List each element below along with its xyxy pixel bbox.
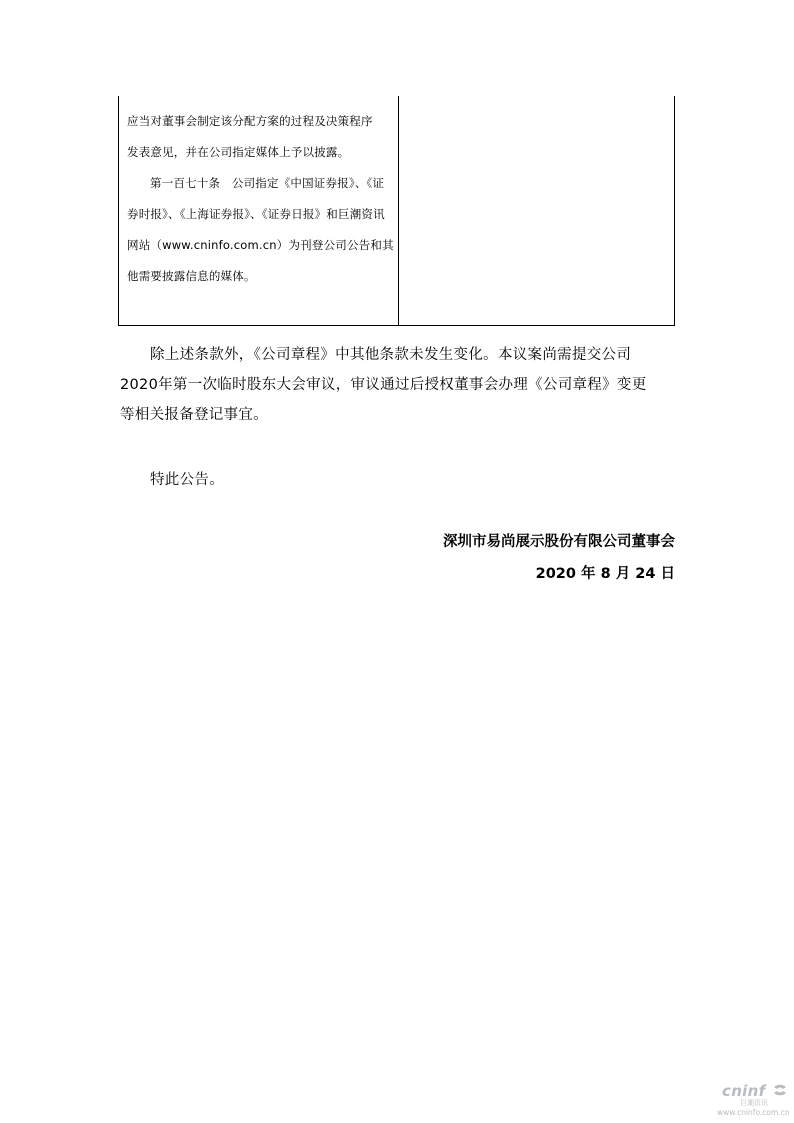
table-line: 他需要披露信息的媒体。 xyxy=(127,269,256,283)
table-line: 券时报》、《上海证券报》、《证券日报》和巨潮资讯 xyxy=(127,207,385,221)
announcement-closing xyxy=(120,465,676,495)
watermark-logo-text: cninf xyxy=(722,1082,766,1100)
signer-name: 深圳市易尚展示股份有限公司董事会 xyxy=(443,534,675,550)
paragraph-line: 特此公告。 xyxy=(150,472,224,488)
paragraph-line: 等相关报备登记事宜。 xyxy=(120,407,268,423)
table-left-cell xyxy=(127,106,393,292)
table-line: 网站（www.cninfo.com.cn）为刊登公司公告和其 xyxy=(127,238,394,252)
table-column-divider xyxy=(398,96,399,325)
watermark-url: www.cninfo.com.cn xyxy=(717,1108,790,1117)
signature-date: 2020 年 8 月 24 日 xyxy=(535,566,675,582)
table-line: 应当对董事会制定该分配方案的过程及决策程序 xyxy=(127,114,373,128)
watermark-logo-subtitle: 巨潮资讯 xyxy=(740,1099,768,1107)
paragraph-line: 2020年第一次临时股东大会审议，审议通过后授权董事会办理《公司章程》变更 xyxy=(120,377,647,393)
paragraph-line: 除上述条款外，《公司章程》中其他条款未发生变化。本议案尚需提交公司 xyxy=(150,347,632,363)
table-line: 发表意见，并在公司指定媒体上予以披露。 xyxy=(127,145,350,159)
closing-paragraph xyxy=(120,340,676,430)
cninfo-watermark xyxy=(717,1082,792,1120)
cninfo-logo-icon xyxy=(771,1083,789,1099)
table-line: 第一百七十条 公司指定《中国证券报》、《证 xyxy=(150,176,385,190)
amendment-table xyxy=(118,96,675,326)
